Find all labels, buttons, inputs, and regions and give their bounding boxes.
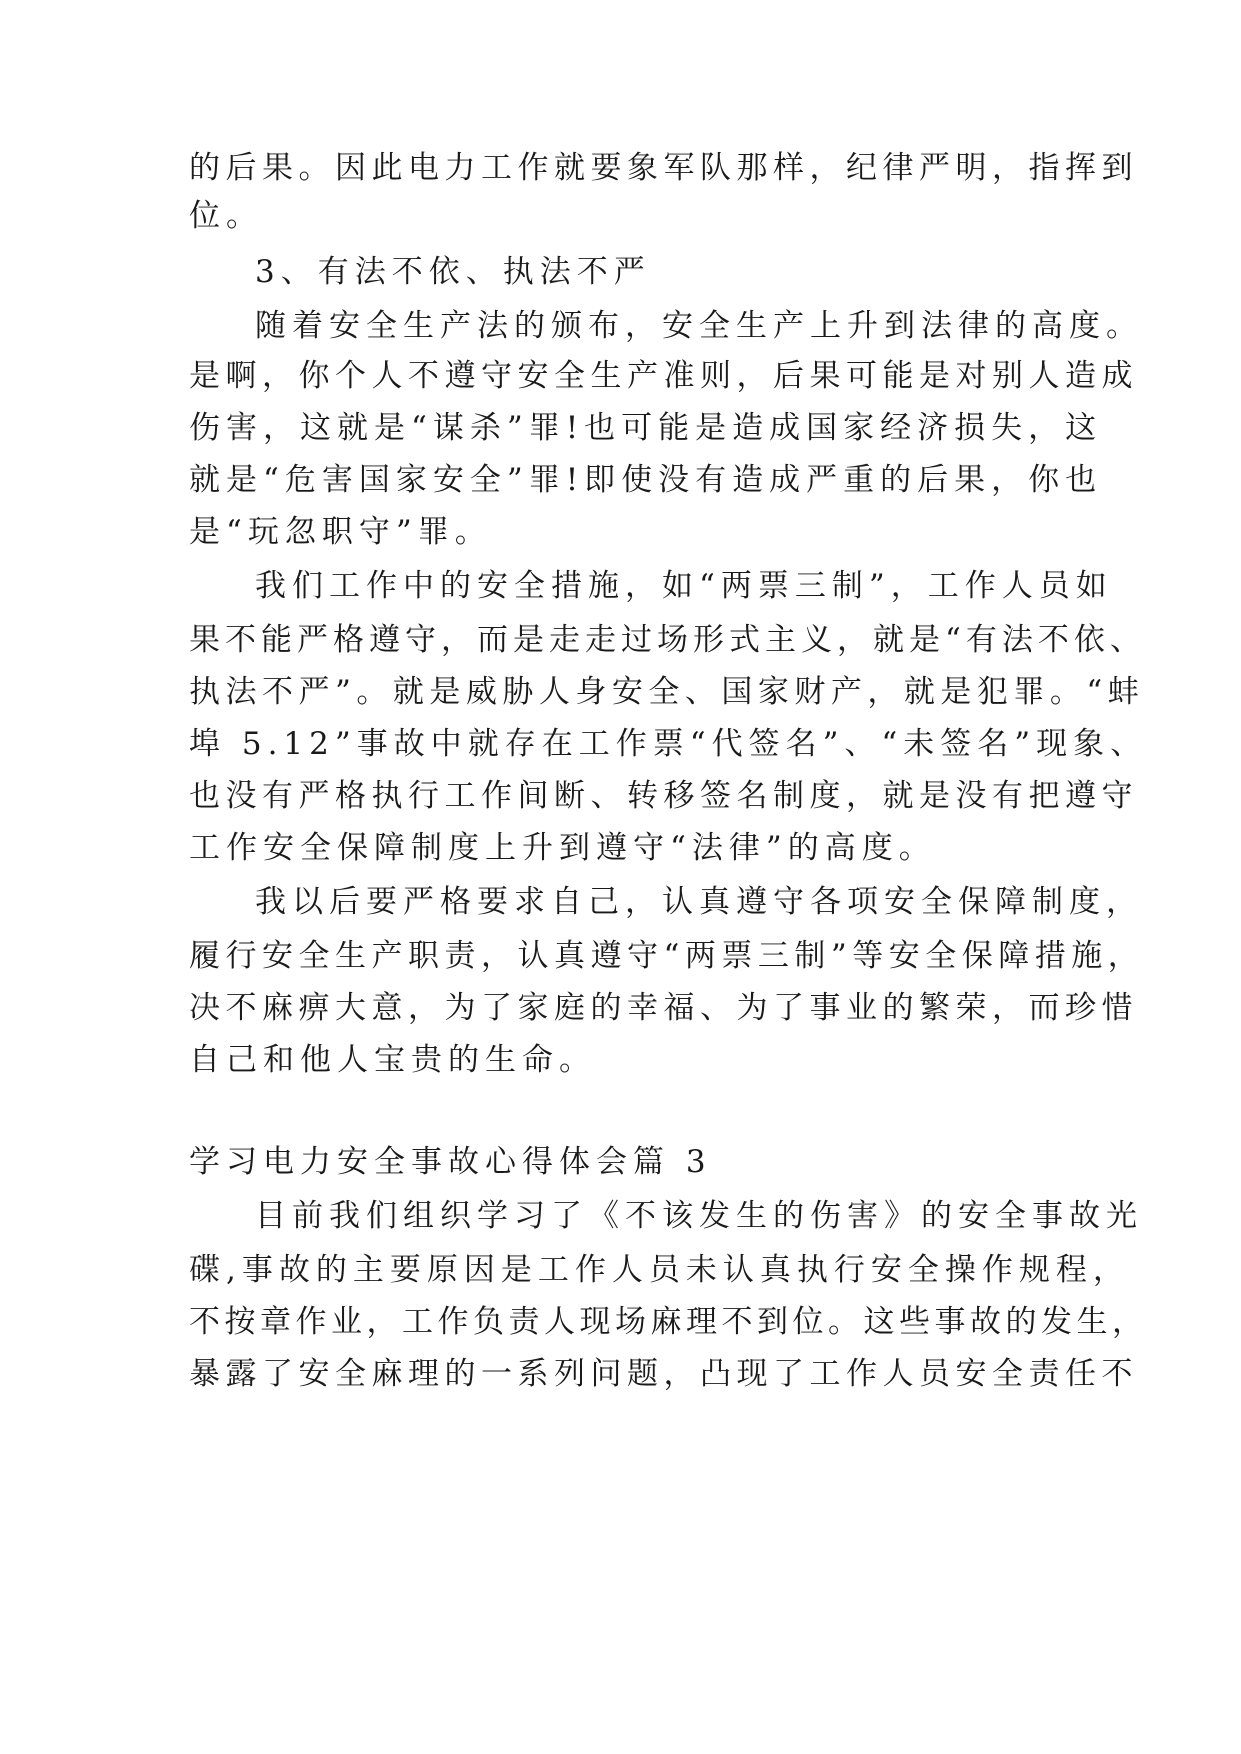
paragraph-line: 位。 xyxy=(189,198,263,234)
paragraph-line: 执法不严”。就是威胁人身安全、国家财产，就是犯罪。“蚌 xyxy=(189,674,1145,710)
paragraph-line: 果不能严格遵守，而是走走过场形式主义，就是“有法不依、 xyxy=(189,622,1146,658)
paragraph-line: 暴露了安全麻理的一系列问题，凸现了工作人员安全责任不 xyxy=(189,1356,1138,1392)
paragraph-line: 不按章作业，工作负责人现场麻理不到位。这些事故的发生， xyxy=(189,1304,1148,1340)
paragraph-line: 的后果。因此电力工作就要象军队那样，纪律严明，指挥到 xyxy=(189,150,1138,186)
paragraph-line: 决不麻痹大意，为了家庭的幸福、为了事业的繁荣，而珍惜 xyxy=(189,990,1138,1026)
paragraph-line: 就是“危害国家安全”罪!即使没有造成严重的后果，你也 xyxy=(189,462,1103,498)
paragraph-line: 随着安全生产法的颁布，安全生产上升到法律的高度。 xyxy=(255,308,1143,344)
section-heading: 学习电力安全事故心得体会篇 3 xyxy=(189,1144,712,1180)
paragraph-line: 伤害，这就是“谋杀”罪!也可能是造成国家经济损失，这 xyxy=(189,410,1103,446)
paragraph-line: 埠 5.12”事故中就存在工作票“代签名”、“未签名”现象、 xyxy=(189,726,1148,762)
paragraph-line: 碟,事故的主要原因是工作人员未认真执行安全操作规程， xyxy=(189,1252,1130,1288)
paragraph-line: 是“玩忽职守”罪。 xyxy=(189,514,492,550)
paragraph-line: 是啊，你个人不遵守安全生产准则，后果可能是对别人造成 xyxy=(189,358,1138,394)
paragraph-line: 自己和他人宝贵的生命。 xyxy=(189,1042,596,1078)
paragraph-line: 目前我们组织学习了《不该发生的伤害》的安全事故光 xyxy=(255,1198,1143,1234)
section-subheading: 3、有法不依、执法不严 xyxy=(255,254,651,290)
paragraph-line: 我以后要严格要求自己，认真遵守各项安全保障制度， xyxy=(255,884,1143,920)
paragraph-line: 我们工作中的安全措施，如“两票三制”，工作人员如 xyxy=(255,568,1113,604)
paragraph-line: 也没有严格执行工作间断、转移签名制度，就是没有把遵守 xyxy=(189,778,1138,814)
paragraph-line: 履行安全生产职责，认真遵守“两票三制”等安全保障措施， xyxy=(189,938,1145,974)
paragraph-line: 工作安全保障制度上升到遵守“法律”的高度。 xyxy=(189,830,936,866)
